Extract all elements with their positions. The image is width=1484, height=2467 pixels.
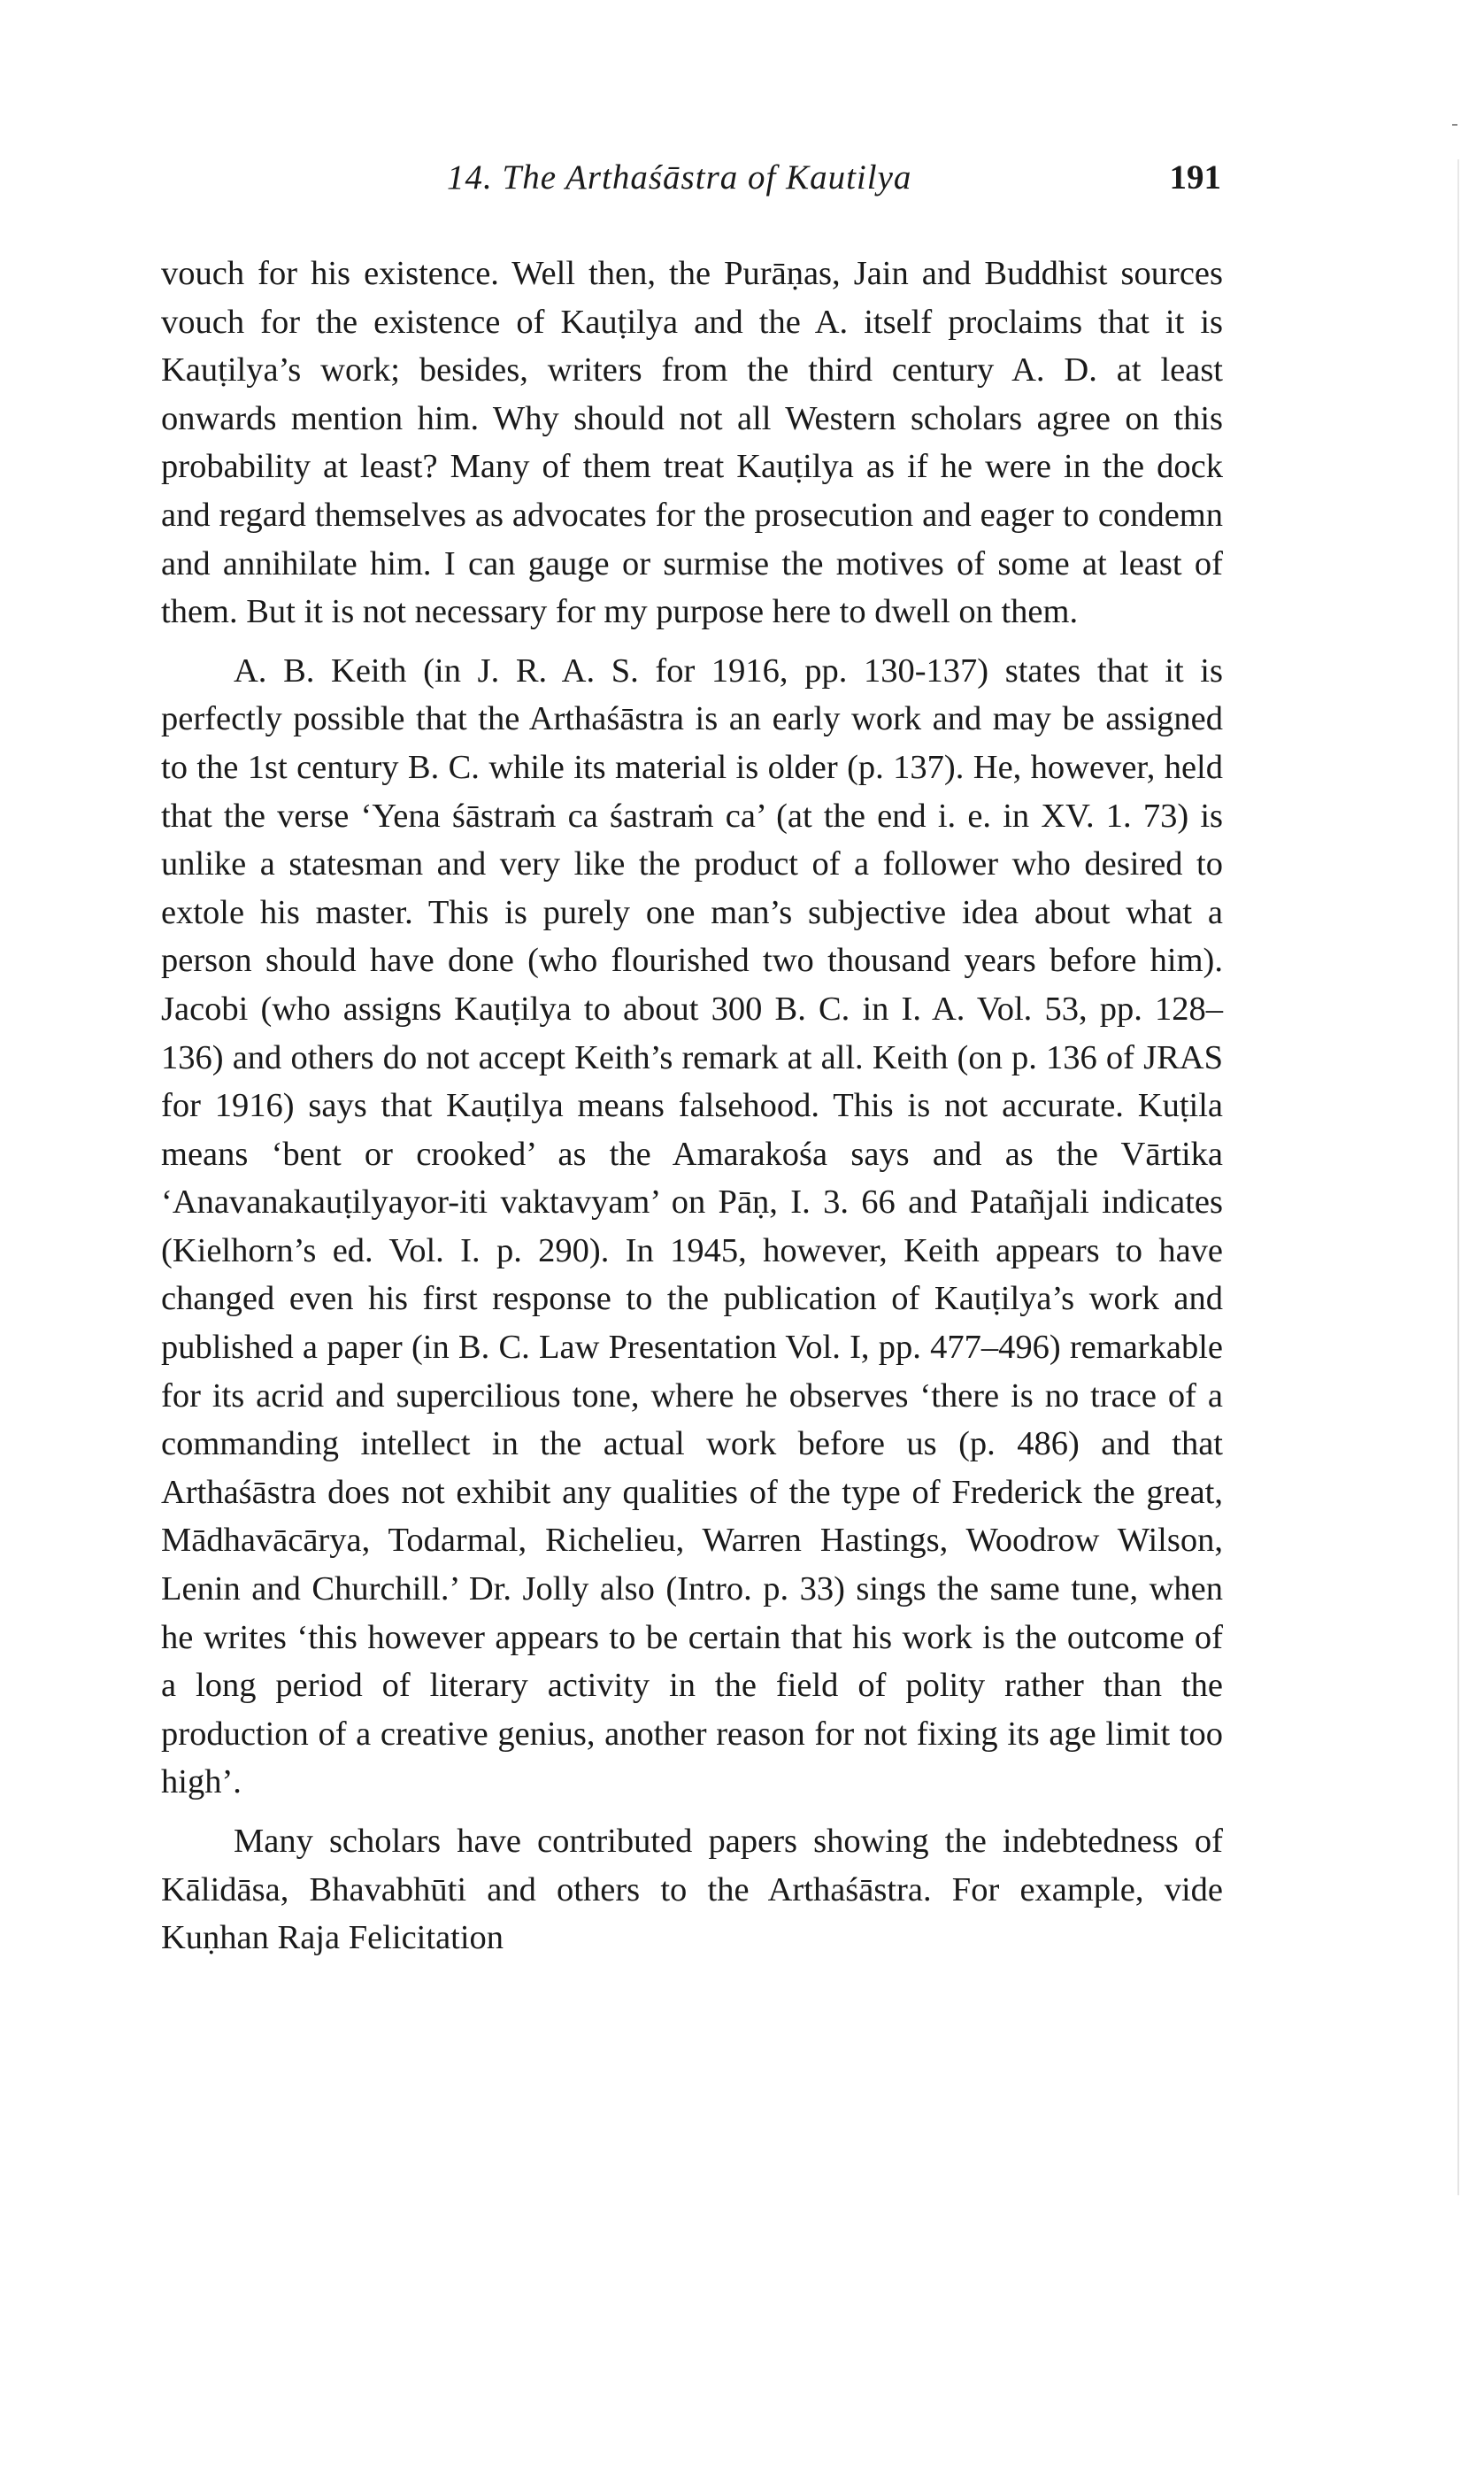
margin-mark (1452, 124, 1457, 126)
chapter-title: 14. The Arthaśāstra of Kautilya (447, 158, 912, 197)
page-number: 191 (1169, 158, 1221, 197)
paragraph-continuation: vouch for his existence. Well then, the Purāṇas, Jain and Buddhist sources vouch for the existence of Kauṭilya and the A. itself proclaims that it is Kauṭilya’s work; besides, writers from the third century A. D. at least onwards mention him. Why should not all Western scholars agree on this probability at least? Many of them treat Kauṭilya as if he were in the dock and regard themselves as advocates for the prosecution and eager to condemn and annihilate him. I can gauge or surmise the motives of some at least of them. But it is not necessary for my purpose here to dwell on them. (161, 255, 1223, 631)
paragraph-scholars: Many scholars have contributed papers showing the indebtedness of Kālidāsa, Bhavabhūti and others to the Arthaśāstra. For example, vide Kuṇhan Raja Felicitation (161, 1823, 1223, 1957)
body-text (161, 250, 1223, 1962)
paragraph-keith: A. B. Keith (in J. R. A. S. for 1916, pp. 130-137) states that it is perfectly possible that the Arthaśāstra is an early work and may be assigned to the 1st century B. C. while its material is older (p. 137). He, however, held that the verse ‘Yena śāstraṁ ca śastraṁ ca’ (at the end i. e. in XV. 1. 73) is unlike a statesman and very like the product of a follower who desired to extole his master. This is purely one man’s subjective idea about what a person should have done (who flourished two thousand years before him). Jacobi (who assigns Kauṭilya to about 300 B. C. in I. A. Vol. 53, pp. 128–136) and others do not accept Keith’s remark at all. Keith (on p. 136 of JRAS for 1916) says that Kauṭilya means falsehood. This is not accurate. Kuṭila means ‘bent or crooked’ as the Amarakośa says and as the Vārtika ‘Anavanakauṭilyayor-iti vaktavyam’ on Pāṇ, I. 3. 66 and Patañjali indicates (Kielhorn’s ed. Vol. I. p. 290). In 1945, however, Keith appears to have changed even his first response to the publication of Kauṭilya’s work and published a paper (in B. C. Law Presentation Vol. I, pp. 477–496) remarkable for its acrid and supercilious tone, where he observes ‘there is no trace of a commanding intellect in the actual work before us (p. 486) and that Arthaśāstra does not exhibit any qualities of the type of Frederick the great, Mādhavācārya, Todarmal, Richelieu, Warren Hastings, Woodrow Wilson, Lenin and Churchill.’ Dr. Jolly also (Intro. p. 33) sings the same tune, when he writes ‘this however appears to be certain that his work is the outcome of a long period of literary activity in the field of polity rather than the production of a creative genius, another reason for not fixing its age limit too high’. (161, 651, 1223, 1801)
scan-edge-shadow (1457, 159, 1459, 2195)
running-header (164, 158, 1221, 211)
